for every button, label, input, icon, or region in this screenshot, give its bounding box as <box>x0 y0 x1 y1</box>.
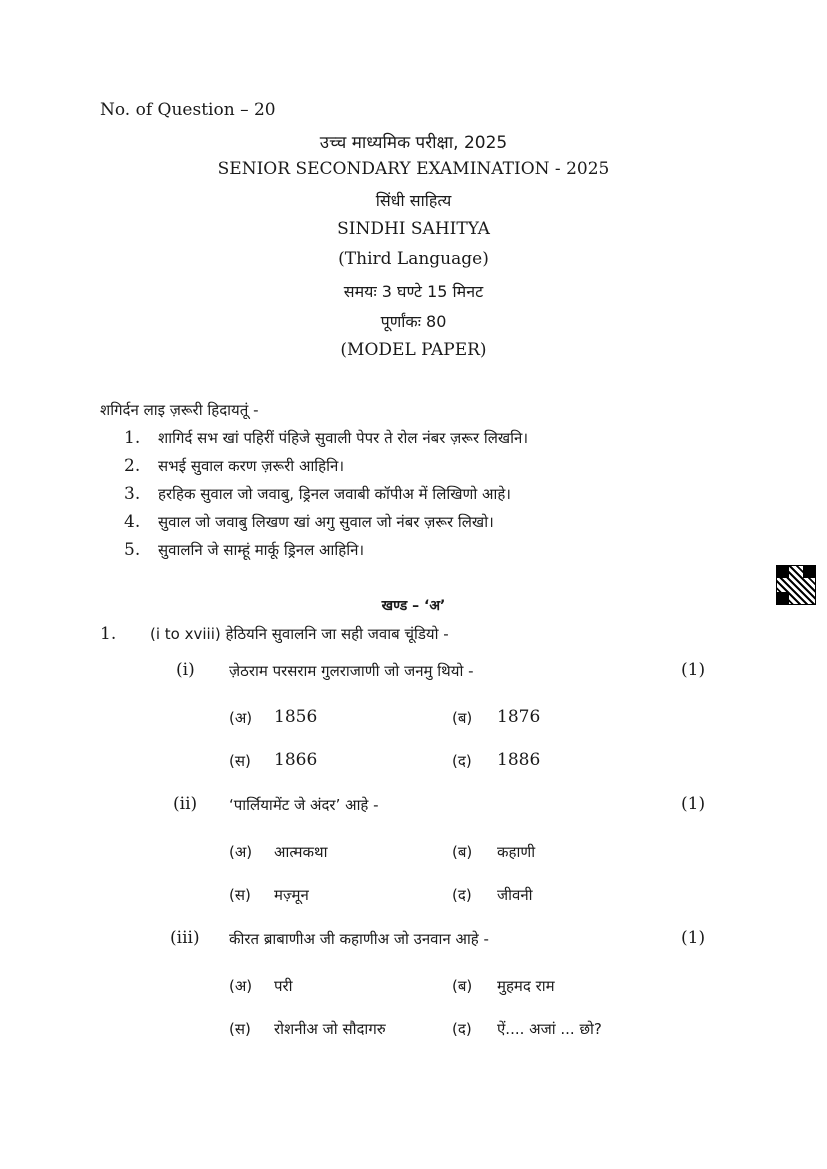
question-count: No. of Question – 20 <box>100 100 276 120</box>
question-number: 1. <box>100 624 117 644</box>
option-text: आत्मकथा <box>274 843 328 861</box>
option-label: (ब) <box>452 843 473 861</box>
instructions-title: शगिर्दन लाइ ज़रूरी हिदायतूं - <box>100 401 259 419</box>
option-text: 1856 <box>274 707 318 727</box>
option-text: रोशनीअ जो सौदागरु <box>274 1020 386 1038</box>
option-label: (अ) <box>229 843 253 861</box>
instruction-text: शागिर्द सभ खां पहिरीं पंहिजे सुवाली पेपर ते रोल नंबर ज़रूर लिखनि। <box>158 429 529 447</box>
subject-english: SINDHI SAHITYA <box>337 219 490 239</box>
exam-title-english: SENIOR SECONDARY EXAMINATION - 2025 <box>217 159 610 179</box>
instruction-text: सभई सुवाल करण ज़रूरी आहिनि। <box>158 457 345 475</box>
sub-question-number: (iii) <box>170 928 200 948</box>
marks-label: (1) <box>681 660 706 680</box>
option-label: (स) <box>229 1020 251 1038</box>
option-text: 1866 <box>274 750 318 770</box>
exam-title-hindi: उच्च माध्यमिक परीक्षा, 2025 <box>319 133 508 153</box>
option-text: मज़्मून <box>274 886 309 904</box>
option-label: (ब) <box>452 709 473 727</box>
option-label: (स) <box>229 752 251 770</box>
option-text: 1876 <box>497 707 541 727</box>
subject-hindi: सिंधी साहित्य <box>375 191 452 210</box>
marks-label: (1) <box>681 794 706 814</box>
option-label: (स) <box>229 886 251 904</box>
full-marks: पूर्णांकः 80 <box>380 312 447 331</box>
option-text: परी <box>274 977 293 995</box>
instruction-number: 2. <box>124 456 141 476</box>
marks-label: (1) <box>681 928 706 948</box>
sub-question-text: कीरत ब्राबाणीअ जी कहाणीअ जो उनवान आहे - <box>229 930 489 948</box>
language-note: (Third Language) <box>338 249 489 269</box>
instruction-number: 5. <box>124 540 141 560</box>
sub-question-number: (ii) <box>173 794 198 814</box>
instruction-number: 1. <box>124 428 141 448</box>
exam-time: समयः 3 घण्टे 15 मिनट <box>343 282 484 301</box>
sub-question-text: ‘पार्लियामेंट जे अंदर’ आहे - <box>229 796 379 814</box>
instruction-text: सुवाल जो जवाबु लिखण खां अगु सुवाल जो नंबर ज़रूर लिखो। <box>158 513 494 531</box>
option-label: (द) <box>452 886 472 904</box>
instruction-number: 3. <box>124 484 141 504</box>
instruction-number: 4. <box>124 512 141 532</box>
option-label: (द) <box>452 752 472 770</box>
sub-question-number: (i) <box>176 660 195 680</box>
option-text: कहाणी <box>497 843 536 861</box>
option-text: ऐं.... अजां ... छो? <box>497 1020 602 1038</box>
sub-question-text: ज़ेठराम परसराम गुलराजाणी जो जनमु थियो - <box>229 662 474 680</box>
instruction-text: हरहिक सुवाल जो जवाबु, ड्रिनल जवाबी कॉपीअ में लिखिणो आहे। <box>158 485 511 503</box>
option-text: जीवनी <box>497 886 533 904</box>
option-label: (ब) <box>452 977 473 995</box>
option-label: (अ) <box>229 977 253 995</box>
option-text: मुहमद राम <box>497 977 555 995</box>
option-label: (द) <box>452 1020 472 1038</box>
question-text: (i to xviii) हेठियनि सुवालनि जा सही जवाब चूंडियो - <box>150 625 449 643</box>
section-title: खण्ड – ‘अ’ <box>381 598 446 614</box>
option-text: 1886 <box>497 750 541 770</box>
paper-type: (MODEL PAPER) <box>340 340 487 360</box>
option-label: (अ) <box>229 709 253 727</box>
instruction-text: सुवालनि जे साम्हूं मार्कू ड्रिनल आहिनि। <box>158 541 365 559</box>
